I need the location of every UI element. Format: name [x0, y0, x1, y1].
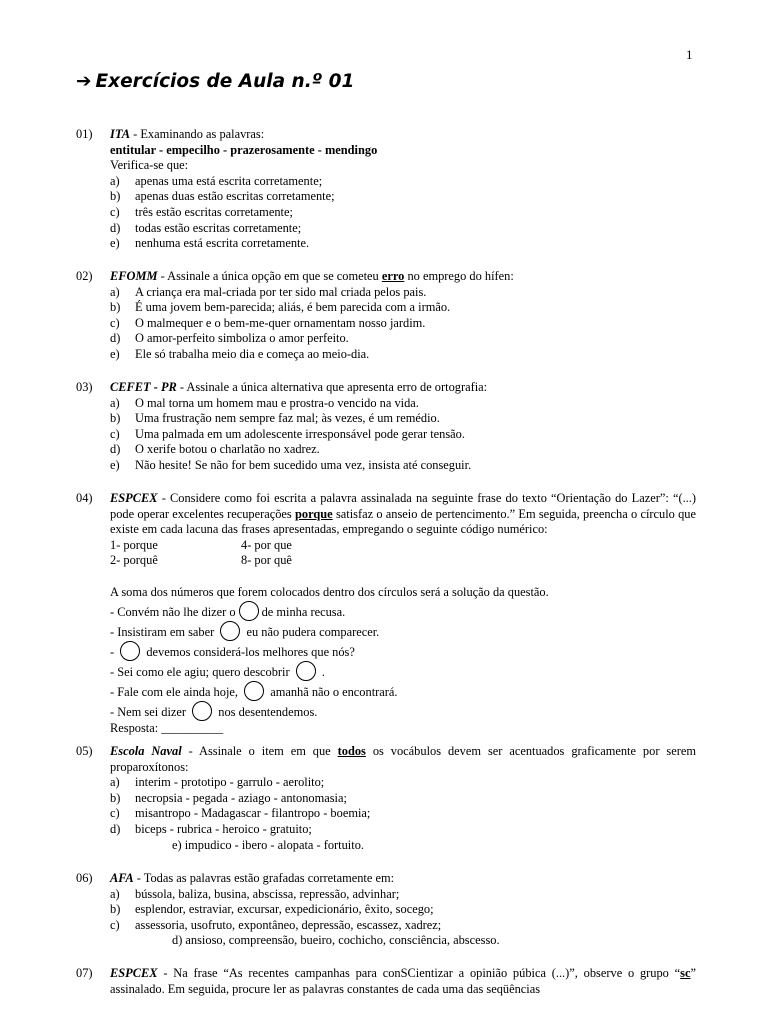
page-title [76, 71, 355, 92]
option: c) assessoria, usofruto, expontâneo, depressão, escassez, xadrez; [110, 917, 442, 932]
question-number: 01) [76, 127, 93, 141]
sentence: - Insistiram em saber eu não pudera comparecer. [110, 621, 696, 641]
page-number: 1 [686, 47, 693, 62]
question-07: 07) ESPCEX - Na frase “As recentes campanhas para conSCientizar a opinião púbica (...)”, observe o grupo “sc” assinalado. Em seguida, procure ler as palavras constantes de cada uma das seqüências [76, 966, 696, 996]
option-list [110, 396, 696, 474]
question-03: 03) CEFET - PR - Assinale a única alternativa que apresenta erro de ortografia: a) O mal torna um homem mau e prostra-o vencido na vida. b) Uma frustração nem sempre faz mal; às vezes, é um remédio. c) Uma palmada em um adolescente irresponsável pode gerar tensão. d) O xerife botou o charlatão no xadrez. e) Não hesite! Se não for bem sucedido uma vez, insista até conseguir. [76, 380, 696, 474]
option: c) Uma palmada em um adolescente irresponsável pode gerar tensão. [110, 426, 465, 441]
answer-circle[interactable] [220, 621, 240, 641]
question-source: EFOMM [110, 269, 158, 283]
option: d) todas estão escritas corretamente; [110, 220, 302, 235]
option: d) ansioso, compreensão, bueiro, cochicho, consciência, abscesso. [172, 933, 500, 948]
option: b) Uma frustração nem sempre faz mal; às vezes, é um remédio. [110, 411, 440, 426]
answer-circle[interactable] [192, 701, 212, 721]
question-number: 04) [76, 491, 93, 505]
question-number: 06) [76, 871, 93, 885]
title-text: Exercícios de Aula n.º 01 [95, 71, 355, 92]
code-item: 1- porque [110, 537, 158, 552]
sentence: - devemos considerá-los melhores que nós? [110, 641, 696, 661]
option: e) nenhuma está escrita corretamente. [110, 236, 310, 251]
option: d) O xerife botou o charlatão no xadrez. [110, 442, 320, 457]
option: b) É uma jovem bem-parecida; aliás, é bem parecida com a irmão. [110, 300, 451, 315]
question-04: 04) ESPCEX - Considere como foi escrita a palavra assinalada na seguinte frase do texto “Orientação do Lazer”: “(...) pode operar excelentes recuperações porque satisfaz o anseio de pertencimento.” Em seguida, preencha o círculo que existe em cada lacuna das frases apresentadas, empregando o seguinte código numérico: 1- porque 4- por que 2- porquê 8- por quê A soma dos números que forem colocados dentro dos círculos será a solução da questão. - Convém não lhe dizer o de minha recusa. - Insistiram em saber eu não pudera comparecer. - devemos considerá-los melhores que nós? - Sei como ele agiu; quero descobrir . - Fale com ele ainda hoje, amanhã não o encontrará. - Nem sei dizer nos desentendemos. Resposta: __________ [76, 491, 696, 735]
sentence: - Nem sei dizer nos desentendemos. [110, 701, 696, 721]
option-list [110, 285, 696, 363]
option: a) apenas uma está escrita corretamente; [110, 173, 323, 188]
option: e) Não hesite! Se não for bem sucedido uma vez, insista até conseguir. [110, 457, 472, 472]
question-number: 05) [76, 744, 93, 758]
emphasis-word: porque [295, 506, 333, 521]
option: e) impudico - ibero - alopata - fortuito. [172, 837, 364, 852]
question-number: 03) [76, 380, 93, 394]
question-source: Escola Naval [110, 744, 182, 758]
option: d) biceps - rubrica - heroico - gratuito; [110, 821, 312, 836]
code-item: 8- por quê [241, 553, 292, 568]
option-list [110, 775, 696, 853]
question-number: 02) [76, 269, 93, 283]
option-list [110, 174, 696, 252]
answer-line[interactable]: Resposta: __________ [110, 720, 224, 735]
question-source: ITA [110, 127, 130, 141]
option: a) O mal torna um homem mau e prostra-o vencido na vida. [110, 395, 419, 410]
option: d) O amor-perfeito simboliza o amor perfeito. [110, 331, 349, 346]
answer-circle[interactable] [239, 601, 259, 621]
sentence: - Convém não lhe dizer o de minha recusa. [110, 601, 696, 621]
question-prompt: Verifica-se que: [110, 158, 189, 173]
emphasis-word: sc [680, 966, 691, 980]
question-06: 06) AFA - Todas as palavras estão grafadas corretamente em: a) bússola, baliza, busina, abscissa, repressão, advinhar; b) esplendor, estraviar, excursar, expedicionário, êxito, socego; c) assessoria, usofruto, expontâneo, depressão, escassez, xadrez; d) ansioso, compreensão, bueiro, cochicho, consciência, abscesso. [76, 871, 696, 949]
code-item: 4- por que [241, 537, 292, 552]
answer-circle[interactable] [244, 681, 264, 701]
emphasis-word: todos [337, 744, 366, 758]
arrow-right-icon: ➔ [76, 71, 92, 92]
question-intro: - Examinando as palavras: [133, 127, 265, 141]
option: a) bússola, baliza, busina, abscissa, repressão, advinhar; [110, 886, 400, 901]
answer-circle[interactable] [296, 661, 316, 681]
emphasis-word: erro [381, 269, 405, 283]
question-number: 07) [76, 966, 93, 980]
question-source: ESPCEX [110, 491, 158, 505]
question-source: CEFET - PR [110, 380, 177, 394]
option-list [110, 887, 696, 949]
code-item: 2- porquê [110, 553, 158, 568]
question-source: AFA [110, 871, 134, 885]
option: c) misantropo - Madagascar - filantropo - boemia; [110, 806, 371, 821]
option: c) três estão escritas corretamente; [110, 204, 293, 219]
option: a) interim - prototipo - garrulo - aerolito; [110, 775, 325, 790]
sentence: - Sei como ele agiu; quero descobrir . [110, 661, 696, 681]
answer-circle[interactable] [120, 641, 140, 661]
option: b) esplendor, estraviar, excursar, expedicionário, êxito, socego; [110, 902, 434, 917]
question-01 [76, 127, 696, 252]
question-source: ESPCEX [110, 966, 158, 980]
option: a) A criança era mal-criada por ter sido mal criada pelos pais. [110, 284, 427, 299]
sum-instruction: A soma dos números que forem colocados dentro dos círculos será a solução da questão. [110, 584, 549, 599]
sentence: - Fale com ele ainda hoje, amanhã não o encontrará. [110, 681, 696, 701]
option: c) O malmequer e o bem-me-quer ornamentam nosso jardim. [110, 315, 426, 330]
code-table [110, 538, 696, 569]
question-02: 02) EFOMM - Assinale a única opção em que se cometeu erro no emprego do hífen: a) A criança era mal-criada por ter sido mal criada pelos pais. b) É uma jovem bem-parecida; aliás, é bem parecida com a irmão. c) O malmequer e o bem-me-quer ornamentam nosso jardim. d) O amor-perfeito simboliza o amor perfeito. e) Ele só trabalha meio dia e começa ao meio-dia. [76, 269, 696, 363]
question-05: 05) Escola Naval - Assinale o item em que todos os vocábulos devem ser acentuados graficamente por serem proparoxítonos: a) interim - prototipo - garrulo - aerolito; b) necropsia - pegada - aziago - antonomasia; c) misantropo - Madagascar - filantropo - boemia; d) biceps - rubrica - heroico - gratuito; e) impudico - ibero - alopata - fortuito. [76, 744, 696, 852]
option: e) Ele só trabalha meio dia e começa ao meio-dia. [110, 346, 370, 361]
option: b) apenas duas estão escritas corretamente; [110, 189, 335, 204]
word-list: entitular - empecilho - prazerosamente - mendingo [110, 142, 378, 157]
option: b) necropsia - pegada - aziago - antonomasia; [110, 790, 347, 805]
